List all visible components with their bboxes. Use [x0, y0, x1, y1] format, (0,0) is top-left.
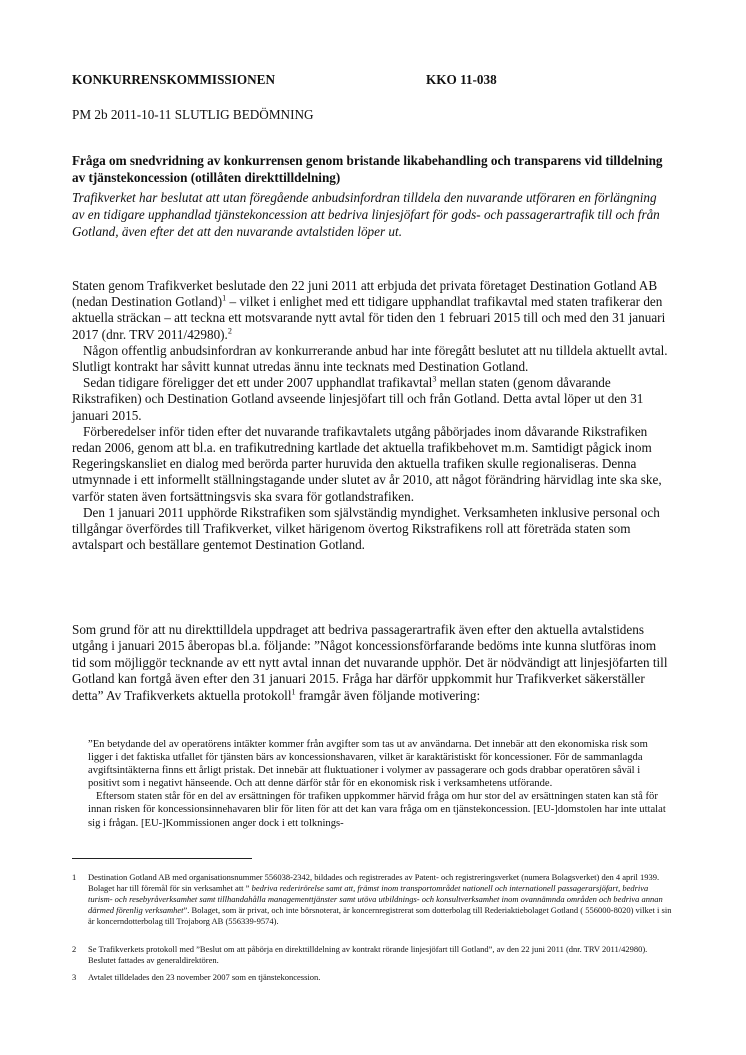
case-number: KKO 11-038: [426, 72, 497, 87]
paragraph: Staten genom Trafikverket beslutade den 22 juni 2011 att erbjuda det privata företaget Destination Gotland AB (nedan Destination Gotland)$^1$ – vilket i enlighet med ett tidigare upphandlat trafikavtal med staten trafikerar den aktuella sträckan – att teckna ett motsvarande nytt avtal för tiden den 1 februari 2015 till och med den 31 januari 2017 (dnr. TRV 2011/42980).$^2$: [72, 278, 666, 342]
footnote-number: 2: [72, 944, 77, 954]
section-grounds: [72, 622, 672, 704]
footnote-2: [72, 944, 672, 966]
footnote-ref: 2: [227, 326, 232, 336]
paragraph: Som grund för att nu direkttilldela uppdraget att bedriva passagerartrafik även efter den aktuella avtalstidens utgång i januari 2015 åberopas bl.a. följande: ”Något koncessionsförfarande bedöms inte kunna slutföras inom tid som möjliggör tecknande av ett nytt avtal innan det nuvarande upphör. Det är nödvändigt att linjesjöfarten till Gotland kan fortgå även efter den 31 januari 2015. Fråga har därför uppkommit hur Trafikverket säkerställer detta” Av Trafikverkets aktuella protokoll$^1$ framgår även följande motivering:: [72, 622, 668, 703]
quote-paragraph: ”En betydande del av operatörens intäkter kommer från avgifter som tas ut av användarna. Det innebär att den ekonomiska risk som ligger i det faktiska utfallet för tjänsten bärs av koncessionshavaren, vilket är karaktäristiskt för koncessioner. För de sammanlagda avgiftsintäkterna finns ett årligt pristak. Det innebär att fluktuationer i volymer av passagerare och gods drabbar operatören såväl i positivt som i negativt hänseende. Och att denne därför står för en ekonomisk risk i verksamhetens utförande.: [88, 739, 648, 790]
footnote-number: 1: [72, 872, 77, 882]
paragraph: Sedan tidigare föreligger det ett under 2007 upphandlat trafikavtal$^3$ mellan staten (genom dåvarande Rikstrafiken) och Destination Gotland avseende linjesjöfart till och från Gotland. Detta avtal löper ut den 31 januari 2015.: [72, 374, 644, 423]
memo-reference: PM 2b 2011-10-11 SLUTLIG BEDÖMNING: [72, 107, 314, 122]
quote-paragraph: Eftersom staten står för en del av ersättningen för trafiken uppkommer härvid fråga om hur stor del av ersättningen staten kan stå för innan risken för koncessionsinnehavaren blir för liten för att det kan vara fråga om en tjänstekoncession. [EU-]domstolen har inte uttalat sig i frågan. [EU-]Kommissionen anger dock i ett tolknings-: [88, 791, 666, 829]
footnote-divider: [72, 858, 252, 859]
paragraph: Den 1 januari 2011 upphörde Rikstrafiken som självständig myndighet. Verksamheten inklusive personal och tillgångar överfördes till Trafikverket, vilket härigenom övertog Rikstrafikens roll att företräda staten som avtalspart och beställare gentemot Destination Gotland.: [72, 504, 660, 553]
footnote-ref: 1: [222, 293, 227, 303]
footnote-1: [72, 872, 672, 927]
block-quote: [88, 738, 672, 830]
paragraph: Någon offentlig anbudsinfordran av konkurrerande anbud har inte föregått beslutet att nu tilldela aktuellt avtal. Slutligt kontrakt har såvitt kunnat utredas ännu inte tecknats med Destination Gotland.: [72, 342, 668, 375]
lead-summary: Trafikverket har beslutat att utan föregående anbudsinfordran tilldela den nuvarande utföraren en förlängning av en tidigare upphandlad tjänstekoncession att bedriva linjesjöfart för gods- och passagerartrafik till och från Gotland, även efter det att den nuvarande avtalstiden löper ut.: [72, 190, 660, 239]
footnote-3: [72, 972, 672, 983]
section-background: [72, 278, 672, 553]
footnote-text: Avtalet tilldelades den 23 november 2007 som en tjänstekoncession.: [88, 972, 321, 982]
paragraph: Förberedelser inför tiden efter det nuvarande trafikavtalets utgång påbörjades inom dåvarande Rikstrafiken redan 2006, genom att bl.a. en trafikutredning kartlade det aktuella trafikbehovet m.m. Samtidigt pågick inom Regeringskansliet en dialog med berörda parter huruvida den aktuella trafiken skulle regionaliseras. Denna utmynnade i ett informellt ställningstagande under slutet av år 2010, att något förändring härvidlag inte ska ske, varför staten även fortsättningsvis ska svara för gotlandstrafiken.: [72, 423, 662, 504]
footnote-text: Se Trafikverkets protokoll med ”Beslut om att påbörja en direkttilldelning av kontrakt rörande linjesjöfart till Gotland”, av den 22 juni 2011 (dnr. TRV 2011/42980). Beslutet fattades av generaldirektören.: [88, 944, 648, 965]
document-title: Fråga om snedvridning av konkurrensen genom bristande likabehandling och transparens vid tilldelning av tjänstekoncession (otillåten direkttilldelning): [72, 153, 663, 185]
footnote-text: Destination Gotland AB med organisationsnummer 556038-2342, bildades och registrerades av Patent- och registreringsverket (numera Bolagsverket) den 4 april 1939. Bolaget har till föremål för sin verksamhet att ” bedriva rederirörelse samt att, främst inom transportområdet nationell och internationell passagerarsjöfart, bedriva turism- och resebyråverksamhet samt tillhandahålla managementtjänster samt utöva utbildnings- och konsultverksamhet inom ovannämnda områden och bedriva annan därmed förenlig verksamhet”. Bolaget, som är privat, och inte börsnoterat, är koncernregistrerat som dotterbolag till Rederiaktiebolaget Gotland ( 556000-8020) vilket i sin är koncerndotterbolag till Trojaborg AB (556339-9574).: [88, 872, 672, 926]
organization-name: KONKURRENSKOMMISSIONEN: [72, 72, 275, 87]
footnote-number: 3: [72, 972, 77, 982]
footnote-ref: 1: [291, 687, 296, 697]
footnote-ref: 3: [432, 374, 437, 384]
